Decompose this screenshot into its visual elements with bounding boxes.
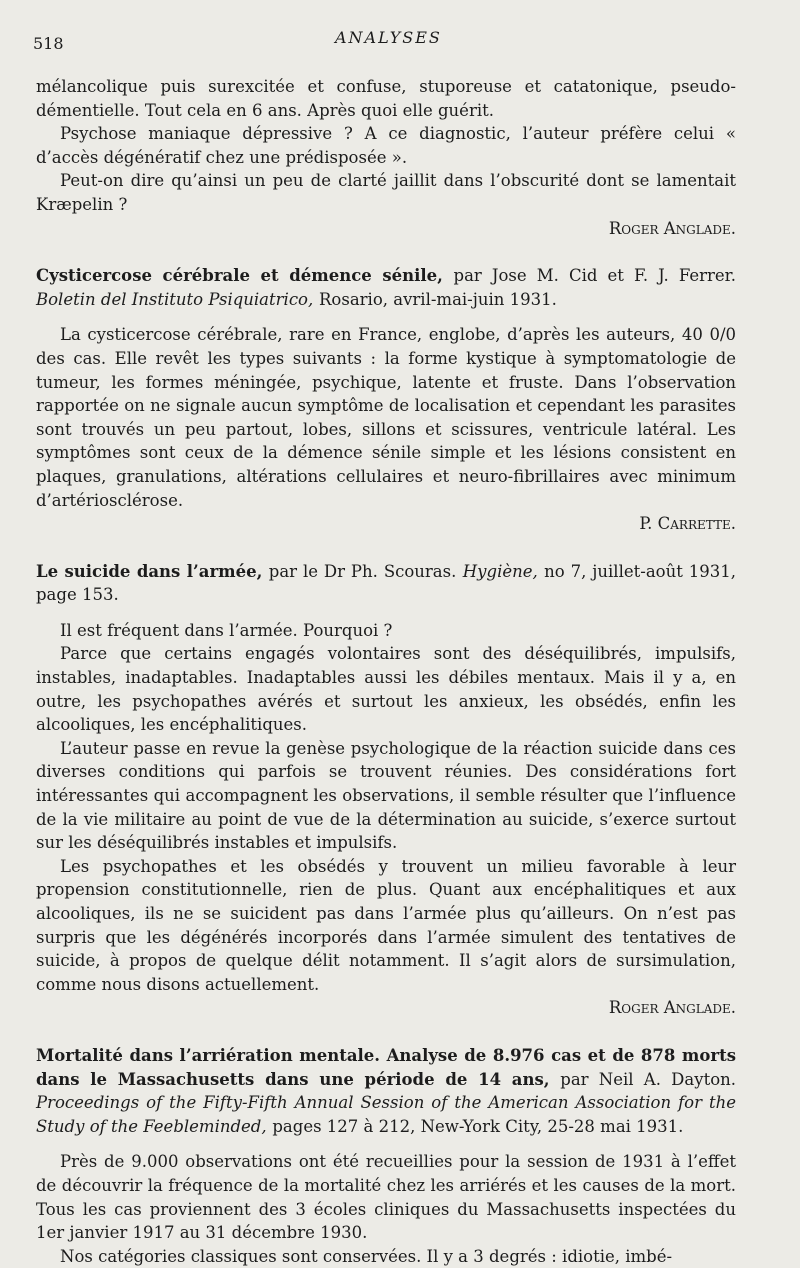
paragraph: Nos catégories classiques sont conservées. Il y a 3 degrés : idiotie, imbé-: [60, 1246, 673, 1266]
paragraph: Il est fréquent dans l’armée. Pourquoi ?: [60, 620, 393, 640]
byline: par le Dr Ph. Scouras.: [268, 561, 457, 581]
review-suicide-armee: [36, 560, 736, 1020]
page-number: 518: [33, 34, 64, 53]
paragraph: La cysticercose cérébrale, rare en France, englobe, d’après les auteurs, 40 0/0 des cas. Elle revêt les types suivants : la forme kystique à symptomatologie de tumeur, les formes méningée, psychique, latente et fruste. Dans l’observation rapportée on ne signale aucun symptôme de localisation et cependant les parasites sont trouvés un peu partout, lobes, sillons et scissures, ventricule latéral. Les symptômes sont ceux de la démence sénile simple et les lésions consistent en plaques, granulations, altérations cellulaires et neuro-fibrillaires avec minimum d’artériosclérose.: [36, 325, 736, 510]
journal-details: Rosario, avril-mai-juin 1931.: [319, 289, 557, 309]
paragraph: L’auteur passe en revue la genèse psychologique de la réaction suicide dans ces diverses conditions qui parfois se trouvent réunies. Des considérations fort intéressantes qui accompagnent les observations, il semble résulter que l’influence de la vie militaire au point de vue de la détermination au suicide, s’exerce surtout sur les déséquilibrés instables et impulsifs.: [36, 738, 736, 853]
journal-details: pages 127 à 212, New-York City, 25-28 mai 1931.: [272, 1116, 684, 1136]
journal-name: Proceedings of the Fifty-Fifth Annual Session of the American Association for the Study of the Feebleminded,: [36, 1093, 736, 1136]
page-body: [36, 75, 736, 1268]
paragraph: mélancolique puis surexcitée et confuse, stuporeuse et catatonique, pseudo-démentielle. Tout cela en 6 ans. Après quoi elle guérit.: [36, 77, 736, 120]
byline: par Jose M. Cid et F. J. Ferrer.: [453, 266, 737, 286]
signature: Roger Anglade.: [608, 998, 736, 1018]
previous-review-continuation: [36, 75, 736, 240]
review-mortalite: [36, 1044, 736, 1268]
title-text: Mortalité dans l’arriération mentale. Analyse de 8.976 cas et de 878 morts dans le Massachusetts dans une période de 14 ans,: [36, 1045, 736, 1089]
running-head: ANALYSES: [335, 28, 442, 47]
byline: par Neil A. Dayton.: [560, 1069, 737, 1089]
journal-name: Hygiène,: [462, 561, 538, 581]
review-cysticercose: [36, 264, 736, 536]
paragraph: Parce que certains engagés volontaires sont des déséquilibrés, impulsifs, instables, inadaptables. Inadaptables aussi les débiles mentaux. Mais il y a, en outre, les psychopathes avérés et surtout les anxieux, les obsédés, enfin les alcooliques, les encéphalitiques.: [36, 644, 736, 735]
paragraph: Près de 9.000 observations ont été recueillies pour la session de 1931 à l’effet de découvrir la fréquence de la mortalité chez les arriérés et les causes de la mort. Tous les cas proviennent des 3 écoles cliniques du Massachusetts inspectées du 1er janvier 1917 au 31 décembre 1930.: [36, 1152, 736, 1243]
journal-name: Boletin del Instituto Psiquiatrico,: [36, 289, 314, 309]
journal-details: no 7, juillet-août 1931, page 153.: [36, 561, 737, 605]
title-text: Cysticercose cérébrale et démence sénile,: [36, 266, 443, 286]
review-title: [36, 264, 736, 311]
signature: P. Carrette.: [639, 514, 736, 534]
title-text: Le suicide dans l’armée,: [36, 561, 263, 581]
page-header: [33, 22, 760, 52]
review-title: [36, 1044, 736, 1138]
review-title: [36, 560, 736, 607]
paragraph: Les psychopathes et les obsédés y trouvent un milieu favorable à leur propension constitutionnelle, rien de plus. Quant aux encéphalitiques et aux alcooliques, ils ne se suicident pas dans l’armée plus qu’ailleurs. On n’est pas surpris que les dégénérés incorporés dans l’armée simulent des tentatives de suicide, à propos de quelque délit notamment. Il s’agit alors de sursimulation, comme nous disons actuellement.: [36, 856, 736, 994]
signature: Roger Anglade.: [608, 218, 736, 238]
paragraph: Peut-on dire qu’ainsi un peu de clarté jaillit dans l’obscurité dont se lamentait Kræpelin ?: [36, 171, 736, 214]
paragraph: Psychose maniaque dépressive ? A ce diagnostic, l’auteur préfère celui « d’accès dégénératif chez une prédisposée ».: [36, 124, 736, 167]
